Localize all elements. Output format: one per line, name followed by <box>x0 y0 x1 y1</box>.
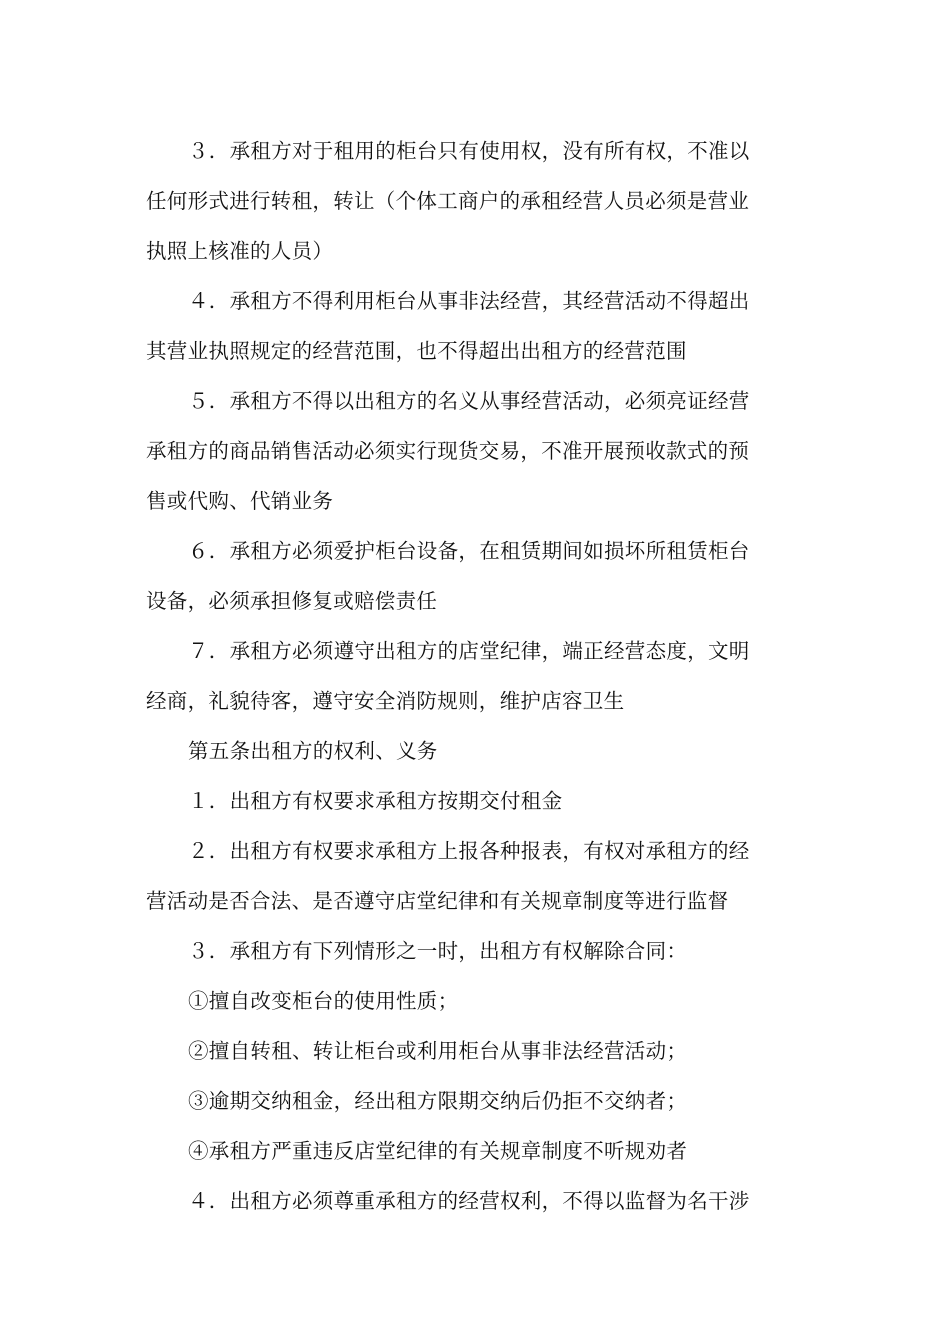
article-5-heading: 第五条出租方的权利、义务 <box>188 739 438 763</box>
lessor-clause-1: １．出租方有权要求承租方按期交付租金 <box>188 789 563 813</box>
clause-3-line-1: ３．承租方对于租用的柜台只有使用权，没有所有权，不准以 <box>188 139 750 163</box>
lessor-clause-2-line-2: 营活动是否合法、是否遵守店堂纪律和有关规章制度等进行监督 <box>146 889 729 913</box>
clause-4-line-1: ４．承租方不得利用柜台从事非法经营，其经营活动不得超出 <box>188 289 750 313</box>
clause-5-line-1: ５．承租方不得以出租方的名义从事经营活动，必须亮证经营 <box>188 389 750 413</box>
clause-5-line-2: 承租方的商品销售活动必须实行现货交易，不准开展预收款式的预 <box>146 439 750 463</box>
termination-condition-3: ③逾期交纳租金，经出租方限期交纳后仍拒不交纳者； <box>188 1089 688 1113</box>
clause-7-line-1: ７．承租方必须遵守出租方的店堂纪律，端正经营态度，文明 <box>188 639 750 663</box>
clause-5-line-3: 售或代购、代销业务 <box>146 489 334 513</box>
clause-6-line-1: ６．承租方必须爱护柜台设备，在租赁期间如损坏所租赁柜台 <box>188 539 750 563</box>
termination-condition-4: ④承租方严重违反店堂纪律的有关规章制度不听规劝者 <box>188 1139 688 1163</box>
clause-3-line-3: 执照上核准的人员） <box>146 239 334 263</box>
clause-4-line-2: 其营业执照规定的经营范围，也不得超出出租方的经营范围 <box>146 339 687 363</box>
clause-3-line-2: 任何形式进行转租，转让（个体工商户的承租经营人员必须是营业 <box>146 189 750 213</box>
termination-condition-1: ①擅自改变柜台的使用性质； <box>188 989 459 1013</box>
termination-condition-2: ②擅自转租、转让柜台或利用柜台从事非法经营活动； <box>188 1039 688 1063</box>
clause-7-line-2: 经商，礼貌待客，遵守安全消防规则，维护店容卫生 <box>146 689 625 713</box>
lessor-clause-4-line-1: ４．出租方必须尊重承租方的经营权利，不得以监督为名干涉 <box>188 1189 750 1213</box>
lessor-clause-2-line-1: ２．出租方有权要求承租方上报各种报表，有权对承租方的经 <box>188 839 750 863</box>
clause-6-line-2: 设备，必须承担修复或赔偿责任 <box>146 589 438 613</box>
lessor-clause-3: ３．承租方有下列情形之一时，出租方有权解除合同： <box>188 939 688 963</box>
